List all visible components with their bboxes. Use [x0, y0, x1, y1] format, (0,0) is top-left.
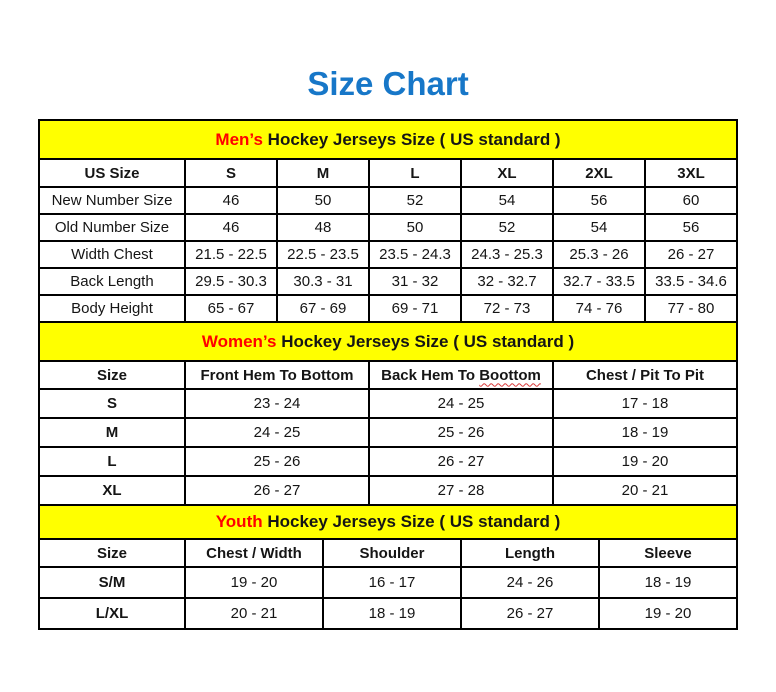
- womens-size-value: 24 - 25: [185, 418, 369, 447]
- youth-header-row: [39, 539, 737, 567]
- mens-table-row: [39, 214, 737, 241]
- youth-size-value: 16 - 17: [323, 567, 461, 598]
- mens-section-heading-row: [39, 120, 737, 159]
- size-chart: [38, 119, 738, 630]
- mens-size-value: 22.5 - 23.5: [277, 241, 369, 268]
- mens-size-value: 74 - 76: [553, 295, 645, 322]
- youth-size-value: 19 - 20: [185, 567, 323, 598]
- womens-size-table: [38, 321, 738, 506]
- youth-column-header: Chest / Width: [185, 539, 323, 567]
- mens-size-value: 72 - 73: [461, 295, 553, 322]
- mens-size-value: 50: [277, 187, 369, 214]
- mens-table-row: [39, 187, 737, 214]
- womens-column-header: [369, 361, 553, 389]
- youth-size-value: 19 - 20: [599, 598, 737, 629]
- youth-section-heading: [39, 505, 737, 539]
- mens-size-value: 21.5 - 22.5: [185, 241, 277, 268]
- mens-section-heading: [39, 120, 737, 159]
- mens-size-value: 26 - 27: [645, 241, 737, 268]
- mens-size-value: 29.5 - 30.3: [185, 268, 277, 295]
- mens-size-value: 48: [277, 214, 369, 241]
- mens-column-header: 3XL: [645, 159, 737, 187]
- youth-column-header: Length: [461, 539, 599, 567]
- womens-heading-accent: Women’s: [201, 331, 277, 351]
- youth-column-header: Size: [39, 539, 185, 567]
- mens-size-value: 31 - 32: [369, 268, 461, 295]
- womens-section-heading-row: [39, 322, 737, 361]
- womens-table-row: [39, 418, 737, 447]
- mens-size-value: 24.3 - 25.3: [461, 241, 553, 268]
- youth-size-table: [38, 504, 738, 630]
- mens-size-value: 25.3 - 26: [553, 241, 645, 268]
- mens-size-value: 60: [645, 187, 737, 214]
- youth-row-label: L/XL: [39, 598, 185, 629]
- youth-table-row: [39, 567, 737, 598]
- mens-size-value: 54: [461, 187, 553, 214]
- womens-size-value: 19 - 20: [553, 447, 737, 476]
- mens-size-value: 46: [185, 187, 277, 214]
- womens-column-header: Size: [39, 361, 185, 389]
- mens-column-header: M: [277, 159, 369, 187]
- mens-heading-accent: Men’s: [215, 129, 263, 149]
- mens-heading-text: Hockey Jerseys Size ( US standard ): [262, 129, 561, 149]
- mens-size-value: 56: [645, 214, 737, 241]
- youth-size-value: 18 - 19: [599, 567, 737, 598]
- page-title: Size Chart: [307, 65, 469, 102]
- mens-size-table: [38, 119, 738, 323]
- womens-header-row: [39, 361, 737, 389]
- misspelled-word-squiggle: Boottom: [479, 366, 541, 384]
- youth-heading-accent: Youth: [215, 512, 263, 531]
- youth-column-header: Sleeve: [599, 539, 737, 567]
- mens-size-value: 46: [185, 214, 277, 241]
- mens-size-value: 69 - 71: [369, 295, 461, 322]
- womens-size-value: 26 - 27: [369, 447, 553, 476]
- mens-size-value: 23.5 - 24.3: [369, 241, 461, 268]
- youth-size-table-body: [39, 505, 737, 629]
- mens-size-value: 65 - 67: [185, 295, 277, 322]
- womens-size-table-body: [39, 322, 737, 505]
- mens-row-label: Back Length: [39, 268, 185, 295]
- column-header-text: Back Hem To: [381, 366, 480, 384]
- youth-row-label: S/M: [39, 567, 185, 598]
- mens-size-value: 56: [553, 187, 645, 214]
- mens-row-label: New Number Size: [39, 187, 185, 214]
- womens-row-label: XL: [39, 476, 185, 505]
- mens-size-value: 30.3 - 31: [277, 268, 369, 295]
- mens-table-row: [39, 268, 737, 295]
- womens-section-heading: [39, 322, 737, 361]
- womens-table-row: [39, 476, 737, 505]
- youth-size-value: 26 - 27: [461, 598, 599, 629]
- womens-size-value: 18 - 19: [553, 418, 737, 447]
- womens-size-value: 25 - 26: [369, 418, 553, 447]
- mens-size-value: 77 - 80: [645, 295, 737, 322]
- mens-size-table-body: [39, 120, 737, 322]
- mens-size-value: 32.7 - 33.5: [553, 268, 645, 295]
- youth-heading-text: Hockey Jerseys Size ( US standard ): [262, 512, 561, 531]
- youth-column-header: Shoulder: [323, 539, 461, 567]
- mens-size-value: 54: [553, 214, 645, 241]
- mens-column-header: 2XL: [553, 159, 645, 187]
- womens-row-label: M: [39, 418, 185, 447]
- womens-table-row: [39, 447, 737, 476]
- mens-column-header: US Size: [39, 159, 185, 187]
- womens-column-header: Chest / Pit To Pit: [553, 361, 737, 389]
- womens-size-value: 17 - 18: [553, 389, 737, 418]
- womens-size-value: 26 - 27: [185, 476, 369, 505]
- womens-size-value: 20 - 21: [553, 476, 737, 505]
- womens-size-value: 27 - 28: [369, 476, 553, 505]
- mens-table-row: [39, 241, 737, 268]
- mens-size-value: 52: [461, 214, 553, 241]
- womens-size-value: 25 - 26: [185, 447, 369, 476]
- mens-size-value: 32 - 32.7: [461, 268, 553, 295]
- youth-size-value: 20 - 21: [185, 598, 323, 629]
- womens-size-value: 23 - 24: [185, 389, 369, 418]
- youth-section-heading-row: [39, 505, 737, 539]
- mens-size-value: 33.5 - 34.6: [645, 268, 737, 295]
- youth-size-value: 18 - 19: [323, 598, 461, 629]
- mens-size-value: 50: [369, 214, 461, 241]
- womens-heading-text: Hockey Jerseys Size ( US standard ): [276, 331, 575, 351]
- mens-row-label: Old Number Size: [39, 214, 185, 241]
- womens-size-value: 24 - 25: [369, 389, 553, 418]
- womens-row-label: L: [39, 447, 185, 476]
- mens-column-header: L: [369, 159, 461, 187]
- mens-header-row: [39, 159, 737, 187]
- mens-table-row: [39, 295, 737, 322]
- mens-size-value: 67 - 69: [277, 295, 369, 322]
- mens-column-header: XL: [461, 159, 553, 187]
- womens-table-row: [39, 389, 737, 418]
- womens-column-header: Front Hem To Bottom: [185, 361, 369, 389]
- mens-size-value: 52: [369, 187, 461, 214]
- mens-row-label: Width Chest: [39, 241, 185, 268]
- womens-row-label: S: [39, 389, 185, 418]
- youth-size-value: 24 - 26: [461, 567, 599, 598]
- mens-row-label: Body Height: [39, 295, 185, 322]
- mens-column-header: S: [185, 159, 277, 187]
- youth-table-row: [39, 598, 737, 629]
